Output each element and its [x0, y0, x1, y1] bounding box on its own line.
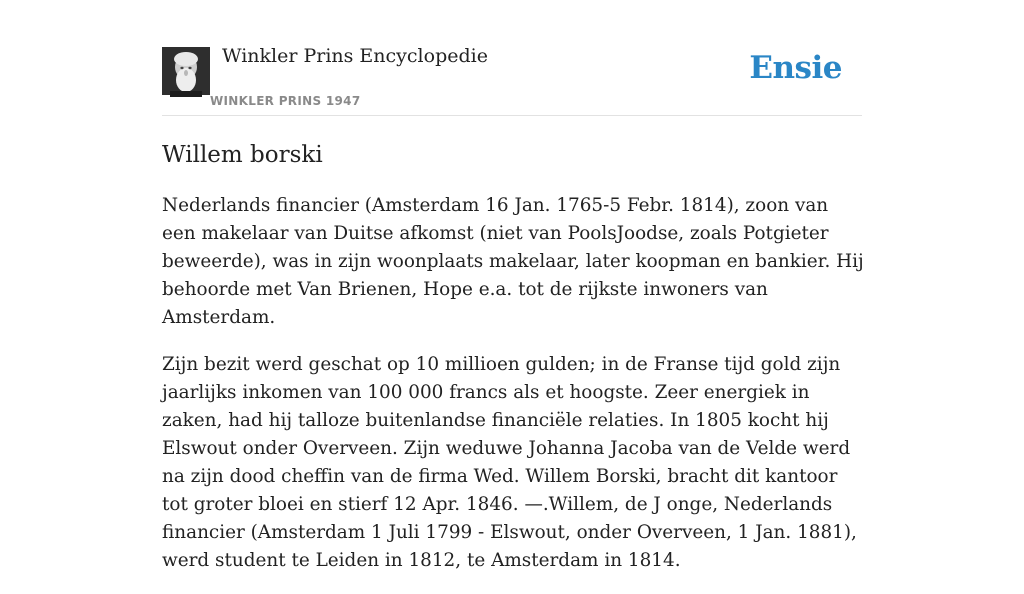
portrait-avatar-icon[interactable]	[162, 47, 210, 95]
article-body	[162, 192, 867, 594]
publication-subtitle: WINKLER PRINS 1947	[210, 94, 361, 108]
article-paragraph: Nederlands financier (Amsterdam 16 Jan. 1765-5 Febr. 1814), zoon van een makelaar van Duitse afkomst (niet van PoolsJoodse, zoals Potgieter beweerde), was in zijn woonplaats makelaar, later koopman en bankier. Hij behoorde met Van Brienen, Hope e.a. tot de rijkste inwoners van Amsterdam.	[162, 195, 864, 328]
brand-logo[interactable]: Ensie	[749, 50, 842, 86]
publication-title-link[interactable]: Winkler Prins Encyclopedie	[222, 45, 488, 67]
article-title: Willem borski	[162, 142, 323, 168]
header	[162, 0, 862, 116]
article-paragraph: Zijn bezit werd geschat op 10 millioen gulden; in de Franse tijd gold zijn jaarlijks inkomen van 100 000 francs als et hoogste. Zeer energiek in zaken, had hij talloze buitenlandse financiële relaties. In 1805 kocht hij Elswout onder Overveen. Zijn weduwe Johanna Jacoba van de Velde werd na zijn dood cheffin van de firma Wed. Willem Borski, bracht dit kantoor tot groter bloei en stierf 12 Apr. 1846. —.Willem, de J onge, Nederlands financier (Amsterdam 1 Juli 1799 - Elswout, onder Overveen, 1 Jan. 1881), werd student te Leiden in 1812, te Amsterdam in 1814.	[162, 354, 857, 571]
